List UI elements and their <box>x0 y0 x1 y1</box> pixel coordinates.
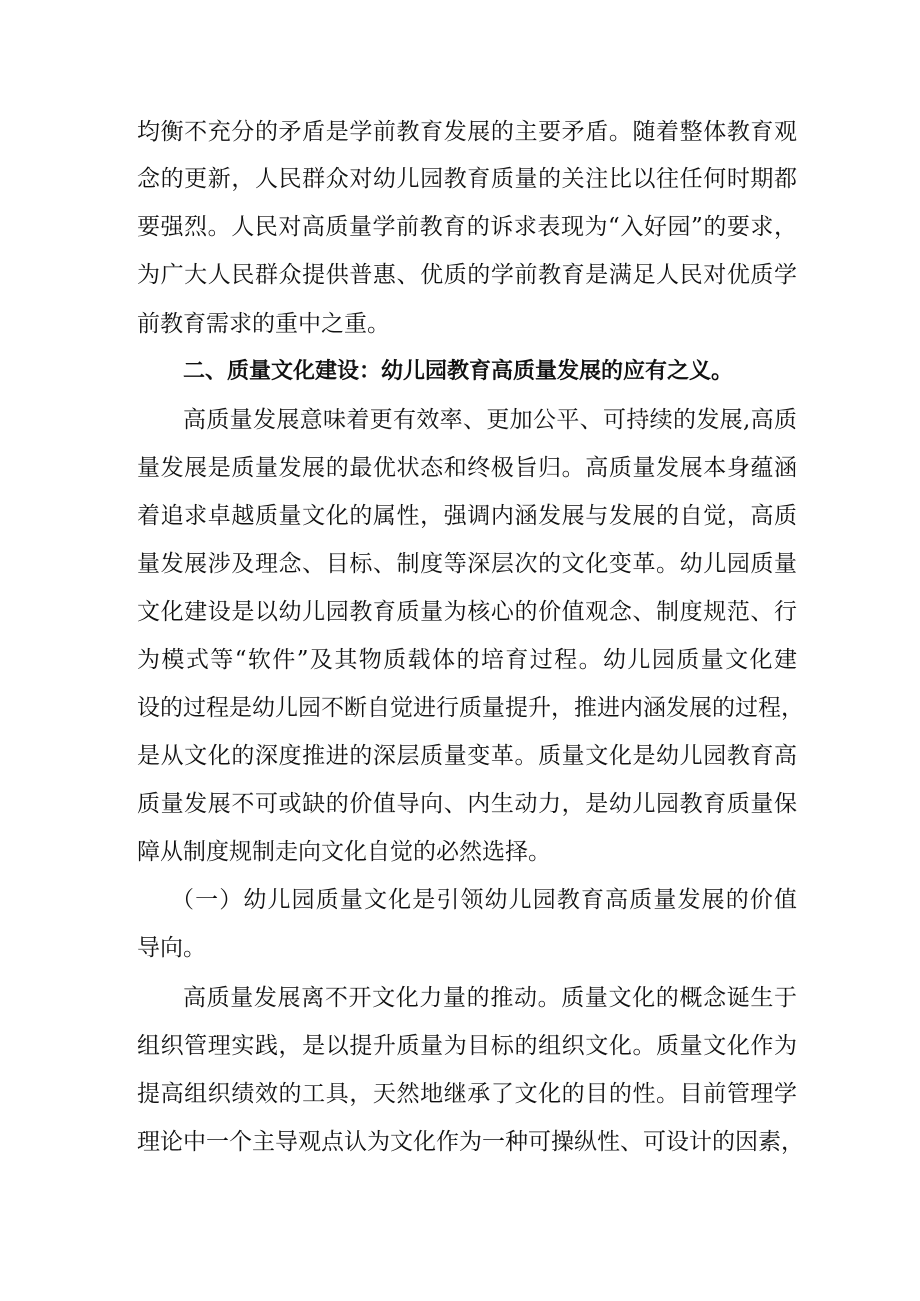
paragraph-2-line-10: 障从制度规制走向文化自觉的必然选择。 <box>137 839 551 865</box>
paragraph-2-line-7: 设的过程是幼儿园不断自觉进行质量提升，推进内涵发展的过程， <box>137 695 804 721</box>
paragraph-1-line-5: 前教育需求的重中之重。 <box>137 311 390 337</box>
paragraph-3-line-4: 理论中一个主导观点认为文化作为一种可操纵性、可设计的因素， <box>137 1129 804 1155</box>
paragraph-3-line-2: 组织管理实践，是以提升质量为目标的组织文化。质量文化作为 <box>137 1033 797 1059</box>
paragraph-2-line-8: 是从文化的深度推进的深层质量变革。质量文化是幼儿园教育高 <box>137 743 797 769</box>
section-heading-2: 二、质量文化建设：幼儿园教育高质量发展的应有之义。 <box>183 359 734 384</box>
paragraph-1-line-2: 念的更新，人民群众对幼儿园教育质量的关注比以往任何时期都 <box>137 166 797 192</box>
subsection-heading-1-line-2: 导向。 <box>137 935 206 961</box>
paragraph-1-line-3: 要强烈。人民对高质量学前教育的诉求表现为“入好园”的要求， <box>137 214 797 240</box>
paragraph-2-line-9: 质量发展不可或缺的价值导向、内生动力，是幼儿园教育质量保 <box>137 791 797 817</box>
paragraph-2-line-2: 量发展是质量发展的最优状态和终极旨归。高质量发展本身蕴涵 <box>137 455 797 481</box>
paragraph-2-line-5: 文化建设是以幼儿园教育质量为核心的价值观念、制度规范、行 <box>137 599 797 625</box>
paragraph-1-line-1: 均衡不充分的矛盾是学前教育发展的主要矛盾。随着整体教育观 <box>137 119 797 145</box>
paragraph-3-line-3: 提高组织绩效的工具，天然地继承了文化的目的性。目前管理学 <box>137 1081 797 1107</box>
subsection-heading-1-line-1: （一）幼儿园质量文化是引领幼儿园教育高质量发展的价值 <box>171 887 797 913</box>
paragraph-2-line-4: 量发展涉及理念、目标、制度等深层次的文化变革。幼儿园质量 <box>137 551 797 577</box>
paragraph-1-line-4: 为广大人民群众提供普惠、优质的学前教育是满足人民对优质学 <box>137 262 797 288</box>
paragraph-2-line-3: 着追求卓越质量文化的属性，强调内涵发展与发展的自觉，高质 <box>137 503 797 529</box>
paragraph-3-line-1: 高质量发展离不开文化力量的推动。质量文化的概念诞生于 <box>183 985 797 1011</box>
paragraph-2-line-1: 高质量发展意味着更有效率、更加公平、可持续的发展,高质 <box>183 407 797 433</box>
paragraph-2-line-6: 为模式等“软件”及其物质载体的培育过程。幼儿园质量文化建 <box>137 647 797 673</box>
